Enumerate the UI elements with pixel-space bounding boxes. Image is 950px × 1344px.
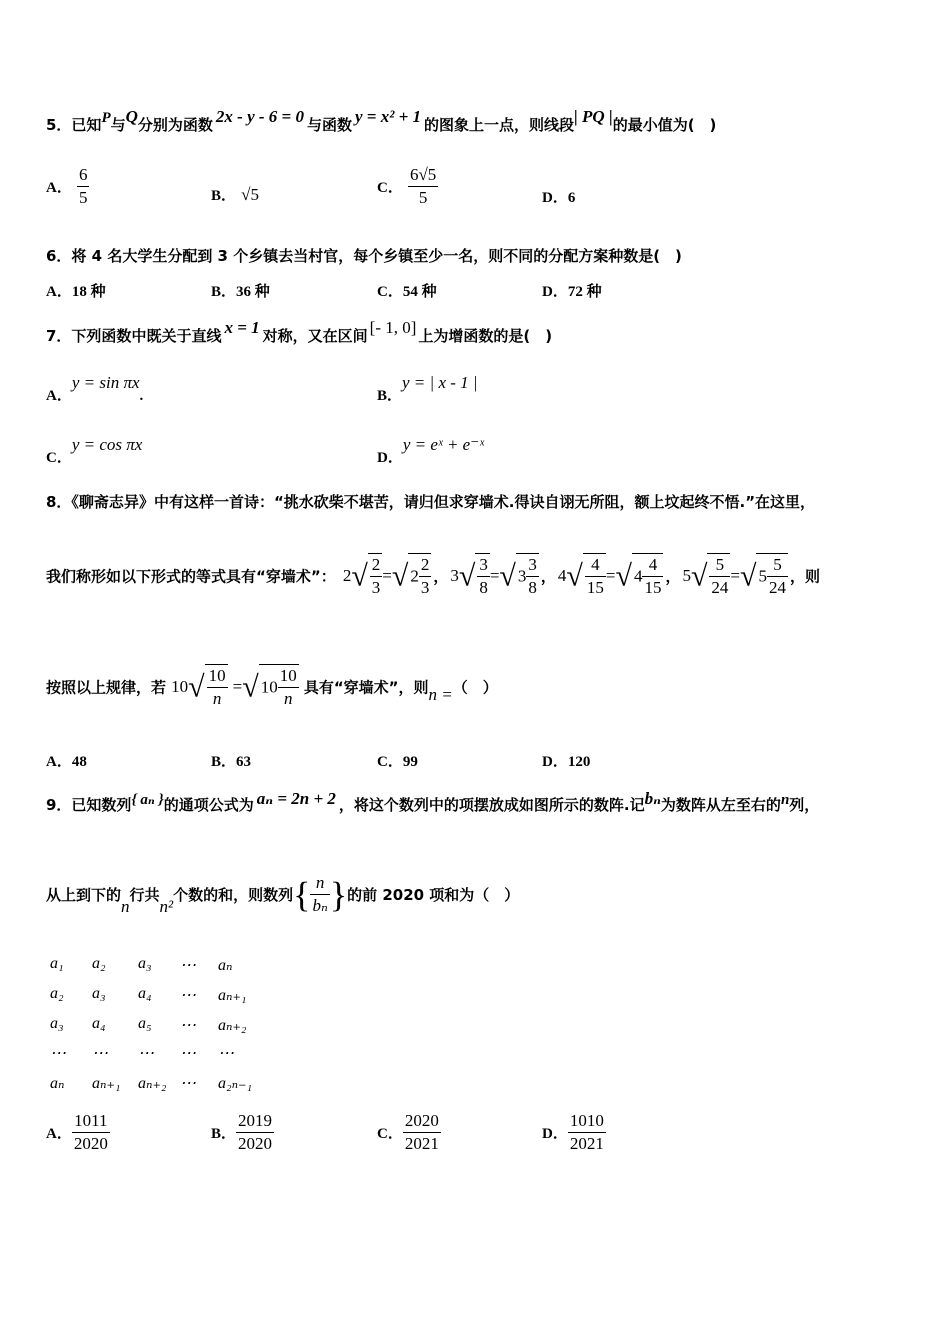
q9-t2: 的通项公式为 xyxy=(163,796,254,814)
coef: 2 xyxy=(342,566,352,585)
option-label: C． xyxy=(46,450,72,466)
radical: √ 5 $\frac{5}{24}$ xyxy=(740,555,786,597)
denominator: 24 xyxy=(711,578,729,597)
coef: 3 xyxy=(517,566,527,586)
fraction xyxy=(236,1110,274,1155)
q5-t3: 与函数 xyxy=(306,116,352,134)
q9-line2 xyxy=(46,872,519,928)
q9-bn: bₙ xyxy=(644,789,661,808)
denominator: n xyxy=(283,689,293,708)
numerator: 4 xyxy=(642,554,663,577)
q9-l2n: n xyxy=(121,896,130,916)
q5-option-d[interactable] xyxy=(542,186,575,207)
q8-line1: 8．《聊斋志异》中有这样一首诗：“挑水砍柴不堪苦，请归但求穿墙术.得诀自诩无所阻，额上坟起终不悟.”在这里， xyxy=(46,493,816,511)
matrix-cell: a₄ xyxy=(92,1015,106,1032)
option-label: D． xyxy=(542,1126,568,1142)
equals-sign: = xyxy=(605,566,616,585)
radical: √ $\frac{3}{8}$ xyxy=(458,555,488,597)
matrix-cell: a₅ xyxy=(138,1015,152,1032)
denominator: 3 xyxy=(371,578,381,597)
separator: ， xyxy=(540,567,556,586)
q8-equation xyxy=(450,553,539,599)
q8-equation xyxy=(682,553,788,599)
radical: √ $\frac{4}{15}$ xyxy=(566,555,604,597)
q8-line3b: 具有“穿墙术”，则 xyxy=(303,678,429,697)
matrix-cell: ⋯ xyxy=(180,1075,196,1092)
matrix-cell: a₂ₙ₋₁ xyxy=(218,1075,253,1092)
radical: √ 10 $\frac{10}{n}$ xyxy=(242,666,297,708)
option-label: A． xyxy=(46,180,72,196)
radical: √ 3 $\frac{3}{8}$ xyxy=(499,555,537,597)
denominator: 5 xyxy=(78,188,88,207)
numerator: 5 xyxy=(767,554,788,577)
option-label: B． xyxy=(211,1126,237,1142)
option-value: 6 xyxy=(567,190,576,206)
q9-option-d[interactable] xyxy=(542,1110,606,1155)
numerator: 2019 xyxy=(236,1110,274,1133)
denominator: 8 xyxy=(528,578,537,597)
coef: 4 xyxy=(633,566,643,586)
q9-n: n xyxy=(780,792,790,808)
q7-t1: 对称，又在区间 xyxy=(262,327,368,345)
q8-n-eq: n = xyxy=(428,685,453,704)
q9-option-a[interactable] xyxy=(46,1110,110,1155)
fraction xyxy=(568,1110,606,1155)
equals-sign: = xyxy=(382,566,392,585)
matrix-cell: a₁ xyxy=(50,955,64,972)
q8-equation xyxy=(558,553,664,599)
numerator: 5 xyxy=(709,554,730,577)
matrix-cell: ⋯ xyxy=(180,1017,196,1034)
matrix-cell: aₙ₊₂ xyxy=(218,1017,247,1034)
option-value: y = cos πx xyxy=(71,435,143,454)
q9-t4: 为数阵从左至右的 xyxy=(660,796,781,814)
numerator: 10 xyxy=(278,665,299,688)
q8-line2-text: 我们称形如以下形式的等式具有“穿墙术”： xyxy=(46,567,336,586)
q9-formula: aₙ = 2n + 2 xyxy=(256,789,336,808)
matrix-cell: aₙ₊₂ xyxy=(138,1075,167,1092)
q6-option-d[interactable]: D．72 种 xyxy=(542,284,602,300)
denominator: n xyxy=(212,689,222,708)
matrix-cell: aₙ₊₁ xyxy=(92,1075,121,1092)
radical: √ 2 $\frac{2}{3}$ xyxy=(391,555,430,597)
option-label: A． xyxy=(46,1126,72,1142)
denominator: bₙ xyxy=(312,896,328,915)
numerator: 1011 xyxy=(72,1110,110,1133)
denominator: 8 xyxy=(479,578,488,597)
radical: √ $\frac{10}{n}$ xyxy=(188,666,226,708)
q8-line3 xyxy=(46,664,498,724)
q5-stem xyxy=(46,108,716,143)
option-label: B． xyxy=(377,388,403,404)
denominator: 2020 xyxy=(238,1134,273,1153)
coef: 3 xyxy=(450,566,459,585)
q7-t2: 上为增函数的是( ) xyxy=(418,327,553,345)
radical: √ $\frac{2}{3}$ xyxy=(351,555,381,597)
denominator: 3 xyxy=(420,578,430,597)
sqrt-value: √5 xyxy=(241,185,259,204)
q8-option-a[interactable]: A．48 xyxy=(46,754,87,770)
matrix-cell: aₙ xyxy=(50,1075,65,1092)
radical: √ $\frac{5}{24}$ xyxy=(690,555,729,597)
q9-t3: ，将这个数列中的项摆放成如图所示的数阵.记 xyxy=(338,796,645,814)
option-label: C． xyxy=(377,180,403,196)
q9-t1: 9．已知数列 xyxy=(46,796,132,814)
numerator: 1010 xyxy=(568,1110,606,1133)
matrix-cell: ⋯ xyxy=(50,1045,66,1062)
denominator: 24 xyxy=(768,578,786,597)
option-label: A． xyxy=(46,388,72,404)
q5-option-a[interactable] xyxy=(46,164,89,209)
q8-line3d: （ ） xyxy=(452,678,498,697)
q7-interval: [- 1, 0] xyxy=(369,318,417,337)
q9-line1 xyxy=(46,788,819,823)
denominator: 15 xyxy=(586,578,604,597)
numerator: 2 xyxy=(370,554,383,577)
q8-tail: ，则 xyxy=(789,567,820,586)
equals-sign: = xyxy=(489,566,500,585)
option-value: y = eˣ + e⁻ˣ xyxy=(402,435,484,454)
matrix-cell: a₃ xyxy=(50,1015,64,1032)
q5-t2: 分别为函数 xyxy=(137,116,213,134)
numerator: 3 xyxy=(526,554,539,577)
matrix-cell: a₂ xyxy=(50,985,64,1002)
denominator: 2020 xyxy=(73,1134,108,1153)
fraction xyxy=(310,872,329,917)
q8-option-c[interactable]: C．99 xyxy=(377,754,418,770)
separator: ， xyxy=(433,567,449,586)
q5-pq: | PQ | xyxy=(574,107,613,126)
option-label: C． xyxy=(377,1126,403,1142)
option-label: B． xyxy=(211,188,237,204)
numerator: n xyxy=(310,872,329,895)
q6-stem: 6．将 4 名大学生分配到 3 个乡镇去当村官，每个乡镇至少一名，则不同的分配方案种数是( ) xyxy=(46,247,682,265)
numerator: 6√5 xyxy=(408,164,438,187)
q9-seq: { aₙ } xyxy=(131,792,164,808)
matrix-cell: ⋯ xyxy=(92,1045,108,1062)
q5-q: Q xyxy=(125,107,138,126)
matrix-cell: aₙ₊₁ xyxy=(218,987,247,1004)
denominator: 5 xyxy=(418,188,428,207)
matrix-cell: aₙ xyxy=(218,957,233,974)
q9-l2a: 从上到下的 xyxy=(46,886,122,904)
coef: 5 xyxy=(758,566,767,586)
numerator: 2 xyxy=(419,554,432,577)
q9-l2d: 的前 2020 项和为（ ） xyxy=(347,886,520,904)
numerator: 2020 xyxy=(403,1110,441,1133)
right-brace: } xyxy=(329,874,348,915)
matrix-cell: ⋯ xyxy=(218,1045,234,1062)
q5-num: 5．已知 xyxy=(46,116,102,134)
numerator: 3 xyxy=(477,554,490,577)
option-value: y = sin πx xyxy=(71,373,140,392)
numerator: 6 xyxy=(77,164,90,187)
q8-k: 10 xyxy=(171,677,189,696)
coef: 5 xyxy=(682,566,691,585)
matrix-cell: ⋯ xyxy=(180,957,196,974)
q9-option-c[interactable] xyxy=(377,1110,441,1155)
coef: 4 xyxy=(557,566,567,585)
q7-option-b[interactable] xyxy=(377,372,478,404)
q5-f2: y = x² + 1 xyxy=(355,107,422,126)
q9-l2c: 个数的和，则数列 xyxy=(173,886,294,904)
q5-t4: 的图象上一点，则线段 xyxy=(424,116,575,134)
denominator: 2021 xyxy=(569,1134,604,1153)
q9-option-b[interactable] xyxy=(211,1110,274,1155)
matrix-cell: a₃ xyxy=(138,955,152,972)
q7-num: 7．下列函数中既关于直线 xyxy=(46,327,222,345)
fraction xyxy=(77,164,90,209)
q8-line3a: 按照以上规律，若 xyxy=(46,678,167,697)
q6-option-c[interactable]: C．54 种 xyxy=(377,284,437,300)
q8-equations xyxy=(341,553,820,599)
fraction xyxy=(403,1110,441,1155)
separator: ， xyxy=(665,567,681,586)
denominator: 2021 xyxy=(404,1134,439,1153)
coef: 2 xyxy=(410,566,419,586)
numerator: 4 xyxy=(585,554,606,577)
q9-l2n2: n² xyxy=(159,896,174,916)
matrix-cell: ⋯ xyxy=(180,987,196,1004)
matrix-cell: a₂ xyxy=(92,955,106,972)
q8-k2: 10 xyxy=(260,677,278,697)
q7-option-a[interactable] xyxy=(46,372,144,404)
q8-line2 xyxy=(46,553,820,613)
q5-t5: 的最小值为( ) xyxy=(612,116,717,134)
option-label: D． xyxy=(542,190,568,206)
option-label: D． xyxy=(377,450,403,466)
q5-t1: 与 xyxy=(110,116,126,134)
q7-stem xyxy=(46,320,552,352)
numerator: 10 xyxy=(207,665,228,688)
q8-equation xyxy=(343,553,432,599)
matrix-cell: ⋯ xyxy=(138,1045,154,1062)
q5-option-b[interactable] xyxy=(211,184,259,205)
q5-p: P xyxy=(101,110,111,126)
fraction xyxy=(408,164,438,209)
left-brace: { xyxy=(293,874,311,915)
equals-sign: = xyxy=(730,566,741,585)
equals-sign: = xyxy=(232,677,243,696)
q6-option-b[interactable]: B．36 种 xyxy=(211,284,270,300)
q8-option-b[interactable]: B．63 xyxy=(211,754,252,770)
denominator: 15 xyxy=(644,578,662,597)
option-tail: . xyxy=(139,388,144,404)
q8-option-d[interactable]: D．120 xyxy=(542,754,591,770)
q7-option-d[interactable] xyxy=(377,434,484,466)
q9-matrix xyxy=(50,955,270,1095)
matrix-cell: ⋯ xyxy=(180,1045,196,1062)
radical: √ 4 $\frac{4}{15}$ xyxy=(615,555,662,597)
q5-f1: 2x - y - 6 = 0 xyxy=(215,107,304,126)
q7-option-c[interactable] xyxy=(46,434,143,466)
q5-option-c[interactable] xyxy=(377,164,438,209)
option-value: y = | x - 1 | xyxy=(402,373,478,392)
q7-line: x = 1 xyxy=(224,318,260,337)
matrix-cell: a₃ xyxy=(92,985,106,1002)
q9-t5: 列， xyxy=(789,796,820,814)
q9-l2b: 行共 xyxy=(129,886,160,904)
matrix-cell: a₄ xyxy=(138,985,152,1002)
fraction xyxy=(72,1110,110,1155)
q6-option-a[interactable]: A．18 种 xyxy=(46,284,106,300)
